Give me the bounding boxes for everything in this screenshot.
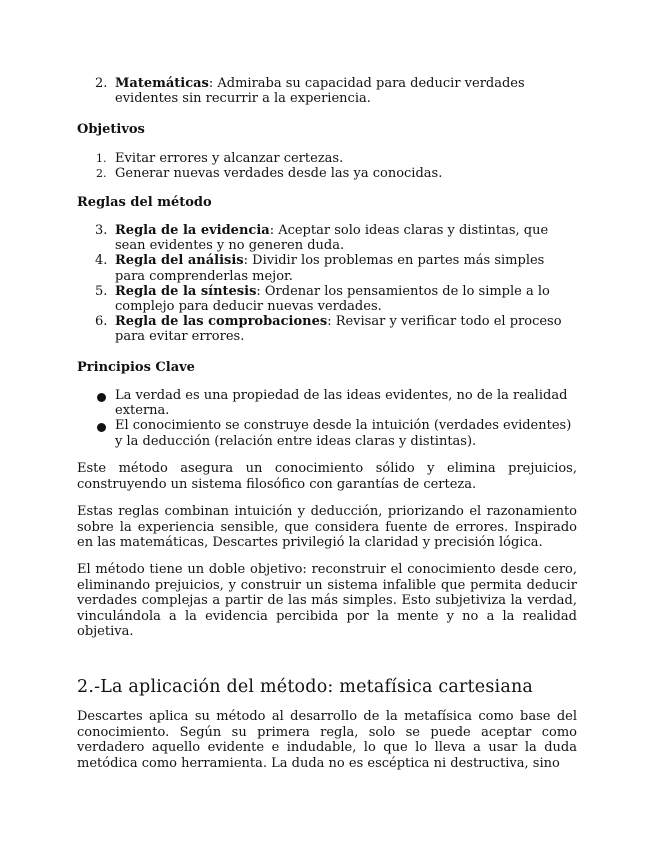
list-item (77, 314, 577, 344)
list-number: 1. (96, 152, 107, 165)
list-number: 2. (95, 76, 108, 91)
objetivos-list (77, 151, 577, 181)
list-number: 2. (96, 167, 107, 181)
paragraph: El método tiene un doble objetivo: reconstruir el conocimiento desde cero, eliminando prejuicios, y construir un sistema infalible que permita deducir verdades complejas a partir de las más simples. Esto subjetiviza la verdad, vinculándola a la evidencia percibida por la mente y no a la realidad objetiva. (77, 562, 577, 639)
list-item (77, 284, 577, 314)
list-number: 6. (95, 314, 108, 330)
list-text: : Admiraba su capacidad para deducir verdades evidentes sin recurrir a la experiencia. (115, 76, 525, 107)
principios-list (77, 388, 577, 449)
paragraph: Estas reglas combinan intuición y deducción, priorizando el razonamiento sobre la experiencia sensible, que considera fuente de errores. Inspirado en las matemáticas, Descartes privilegió la claridad y precisión lógica. (77, 504, 577, 550)
list-number: 4. (95, 253, 108, 269)
list-item (77, 223, 577, 253)
list-text: : Ordenar los pensamientos de lo simple a lo complejo para deducir nuevas verdades. (115, 283, 550, 315)
list-term: Regla de la síntesis (115, 283, 257, 299)
list-item (77, 151, 577, 166)
bullet-icon (97, 423, 106, 432)
list-term: Regla de las comprobaciones (115, 314, 328, 330)
list-text: : Dividir los problemas en partes más simples para comprenderlas mejor. (115, 253, 545, 284)
list-text: La verdad es una propiedad de las ideas evidentes, no de la realidad externa. (115, 388, 568, 419)
section-title: 2.-La aplicación del método: metafísica cartesiana (77, 677, 534, 697)
list-term: Regla del análisis (115, 253, 244, 269)
list-item (77, 76, 577, 106)
paragraph: Descartes aplica su método al desarrollo de la metafísica como base del conocimiento. Según su primera regla, solo se puede aceptar como verdadero aquello evidente e indudable, lo que lo lleva a usar la duda metódica como herramienta. La duda no es escéptica ni destructiva, sino (77, 709, 577, 771)
principios-heading: Principios Clave (77, 360, 195, 375)
reglas-list (77, 223, 577, 345)
intro-list (77, 76, 577, 106)
list-term: Matemáticas (115, 76, 209, 91)
list-term: Regla de la evidencia (115, 223, 270, 238)
list-number: 3. (95, 223, 108, 238)
list-text: El conocimiento se construye desde la intuición (verdades evidentes) y la deducción (relación entre ideas claras y distintas). (115, 418, 572, 449)
list-item (77, 253, 577, 283)
bullet-item (77, 388, 577, 418)
list-number: 5. (95, 283, 108, 299)
bullet-item (77, 418, 577, 448)
reglas-heading: Reglas del método (77, 195, 212, 210)
paragraph: Este método asegura un conocimiento sólido y elimina prejuicios, construyendo un sistema filosófico con garantías de certeza. (77, 461, 577, 492)
objetivos-heading: Objetivos (77, 122, 145, 137)
list-item (77, 166, 577, 181)
list-text: : Aceptar solo ideas claras y distintas, que sean evidentes y no generen duda. (115, 223, 549, 254)
list-text: Generar nuevas verdades desde las ya conocidas. (115, 166, 443, 182)
list-text: Evitar errores y alcanzar certezas. (115, 151, 344, 166)
list-text: : Revisar y verificar todo el proceso para evitar errores. (115, 314, 562, 345)
bullet-icon (97, 393, 106, 402)
